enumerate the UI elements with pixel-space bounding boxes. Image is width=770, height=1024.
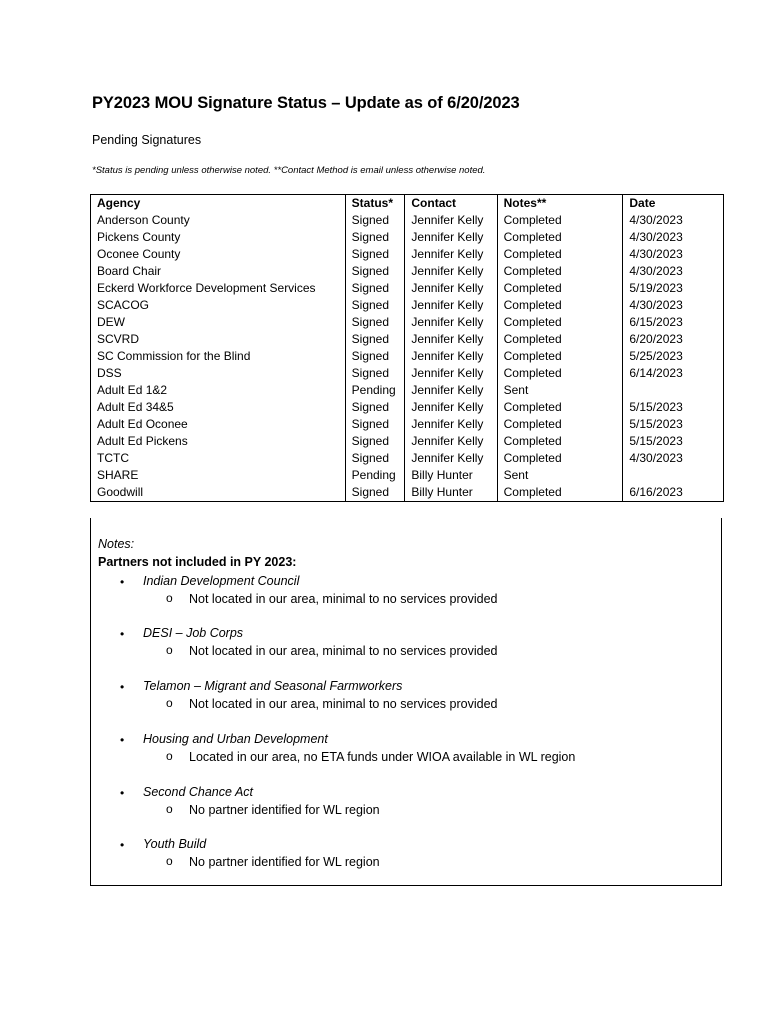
cell-agency: SCACOG [91,297,346,314]
cell-agency: Oconee County [91,246,346,263]
cell-date: 4/30/2023 [623,246,724,263]
partner-name: Telamon – Migrant and Seasonal Farmworkers [143,679,403,693]
cell-date: 5/15/2023 [623,433,724,450]
cell-contact: Jennifer Kelly [405,348,497,365]
cell-date: 4/30/2023 [623,450,724,467]
cell-notes: Completed [497,212,623,229]
excluded-partner-item [91,732,721,768]
excluded-partner-item [91,785,721,821]
partner-reason: Not located in our area, minimal to no services provided [189,644,498,658]
cell-status: Signed [345,348,405,365]
sub-bullet-icon: o [166,749,173,763]
table-row [91,348,724,365]
cell-status: Signed [345,314,405,331]
sub-bullet-icon: o [166,854,173,868]
cell-agency: Board Chair [91,263,346,280]
cell-notes: Completed [497,229,623,246]
cell-notes: Completed [497,246,623,263]
partner-name: Youth Build [143,837,207,851]
partner-name: DESI – Job Corps [143,626,244,640]
cell-agency: DSS [91,365,346,382]
cell-date: 4/30/2023 [623,297,724,314]
table-row [91,212,724,229]
cell-notes: Completed [497,365,623,382]
partner-name: Second Chance Act [143,785,254,799]
cell-agency: Anderson County [91,212,346,229]
cell-contact: Billy Hunter [405,467,497,484]
cell-agency: Adult Ed Oconee [91,416,346,433]
cell-date: 6/14/2023 [623,365,724,382]
table-row [91,331,724,348]
cell-date [623,467,724,484]
table-row [91,450,724,467]
cell-notes: Completed [497,314,623,331]
document-subtitle: Pending Signatures [92,133,202,147]
cell-status: Signed [345,433,405,450]
cell-agency: Goodwill [91,484,346,502]
partner-reason: Not located in our area, minimal to no services provided [189,697,498,711]
cell-contact: Jennifer Kelly [405,212,497,229]
cell-notes: Sent [497,467,623,484]
sub-bullet-icon: o [166,696,173,710]
table-row [91,263,724,280]
header-notes: Notes** [497,195,623,213]
table-row [91,297,724,314]
cell-contact: Jennifer Kelly [405,297,497,314]
cell-status: Signed [345,297,405,314]
excluded-partner-item [91,679,721,715]
partner-name: Indian Development Council [143,574,300,588]
excluded-partner-item [91,574,721,610]
status-footnote: *Status is pending unless otherwise noted. **Contact Method is email unless otherwise noted. [92,165,486,176]
cell-agency: TCTC [91,450,346,467]
table-header-row [91,195,724,213]
cell-notes: Completed [497,450,623,467]
cell-contact: Jennifer Kelly [405,450,497,467]
cell-date: 5/25/2023 [623,348,724,365]
cell-notes: Completed [497,348,623,365]
cell-status: Signed [345,450,405,467]
cell-agency: SC Commission for the Blind [91,348,346,365]
cell-contact: Jennifer Kelly [405,416,497,433]
excluded-partner-item [91,837,721,873]
cell-status: Signed [345,280,405,297]
cell-agency: Adult Ed Pickens [91,433,346,450]
cell-contact: Jennifer Kelly [405,246,497,263]
table-row [91,399,724,416]
cell-contact: Jennifer Kelly [405,382,497,399]
header-status: Status* [345,195,405,213]
table-row [91,280,724,297]
cell-date: 4/30/2023 [623,229,724,246]
bullet-icon: • [120,733,125,747]
cell-status: Pending [345,467,405,484]
cell-agency: Adult Ed 1&2 [91,382,346,399]
header-date: Date [623,195,724,213]
cell-agency: Adult Ed 34&5 [91,399,346,416]
table-row [91,314,724,331]
table-row [91,467,724,484]
cell-status: Pending [345,382,405,399]
document-title: PY2023 MOU Signature Status – Update as of 6/20/2023 [92,94,520,112]
cell-contact: Jennifer Kelly [405,229,497,246]
cell-status: Signed [345,229,405,246]
cell-agency: Eckerd Workforce Development Services [91,280,346,297]
bullet-icon: • [120,627,125,641]
cell-agency: DEW [91,314,346,331]
cell-date: 4/30/2023 [623,263,724,280]
cell-status: Signed [345,365,405,382]
cell-contact: Jennifer Kelly [405,433,497,450]
cell-date: 5/15/2023 [623,399,724,416]
cell-agency: SHARE [91,467,346,484]
partner-reason: No partner identified for WL region [189,803,380,817]
cell-notes: Completed [497,433,623,450]
cell-contact: Billy Hunter [405,484,497,502]
cell-status: Signed [345,263,405,280]
table-row [91,433,724,450]
sub-bullet-icon: o [166,591,173,605]
bullet-icon: • [120,680,125,694]
cell-status: Signed [345,212,405,229]
cell-status: Signed [345,416,405,433]
cell-status: Signed [345,399,405,416]
cell-contact: Jennifer Kelly [405,399,497,416]
cell-contact: Jennifer Kelly [405,365,497,382]
table-row [91,484,724,502]
cell-status: Signed [345,246,405,263]
cell-notes: Completed [497,399,623,416]
cell-date: 5/15/2023 [623,416,724,433]
table-row [91,229,724,246]
notes-section [90,518,722,886]
excluded-partners-heading: Partners not included in PY 2023: [98,555,297,569]
signature-status-table [90,194,724,502]
partner-name: Housing and Urban Development [143,732,328,746]
cell-contact: Jennifer Kelly [405,280,497,297]
header-contact: Contact [405,195,497,213]
bullet-icon: • [120,575,125,589]
cell-contact: Jennifer Kelly [405,331,497,348]
cell-status: Signed [345,484,405,502]
cell-notes: Completed [497,280,623,297]
partner-reason: Not located in our area, minimal to no services provided [189,592,498,606]
cell-date: 6/20/2023 [623,331,724,348]
bullet-icon: • [120,838,125,852]
cell-date: 6/15/2023 [623,314,724,331]
cell-notes: Completed [497,484,623,502]
cell-date: 4/30/2023 [623,212,724,229]
cell-date: 6/16/2023 [623,484,724,502]
cell-agency: SCVRD [91,331,346,348]
cell-notes: Completed [497,297,623,314]
cell-date [623,382,724,399]
partner-reason: No partner identified for WL region [189,855,380,869]
sub-bullet-icon: o [166,802,173,816]
table-row [91,246,724,263]
cell-notes: Completed [497,331,623,348]
table-row [91,382,724,399]
header-agency: Agency [91,195,346,213]
cell-date: 5/19/2023 [623,280,724,297]
cell-contact: Jennifer Kelly [405,314,497,331]
cell-status: Signed [345,331,405,348]
cell-notes: Completed [497,263,623,280]
cell-notes: Completed [497,416,623,433]
cell-contact: Jennifer Kelly [405,263,497,280]
notes-label: Notes: [98,537,135,551]
cell-agency: Pickens County [91,229,346,246]
partner-reason: Located in our area, no ETA funds under WIOA available in WL region [189,750,576,764]
table-row [91,416,724,433]
table-row [91,365,724,382]
sub-bullet-icon: o [166,643,173,657]
cell-notes: Sent [497,382,623,399]
bullet-icon: • [120,786,125,800]
excluded-partner-item [91,626,721,662]
